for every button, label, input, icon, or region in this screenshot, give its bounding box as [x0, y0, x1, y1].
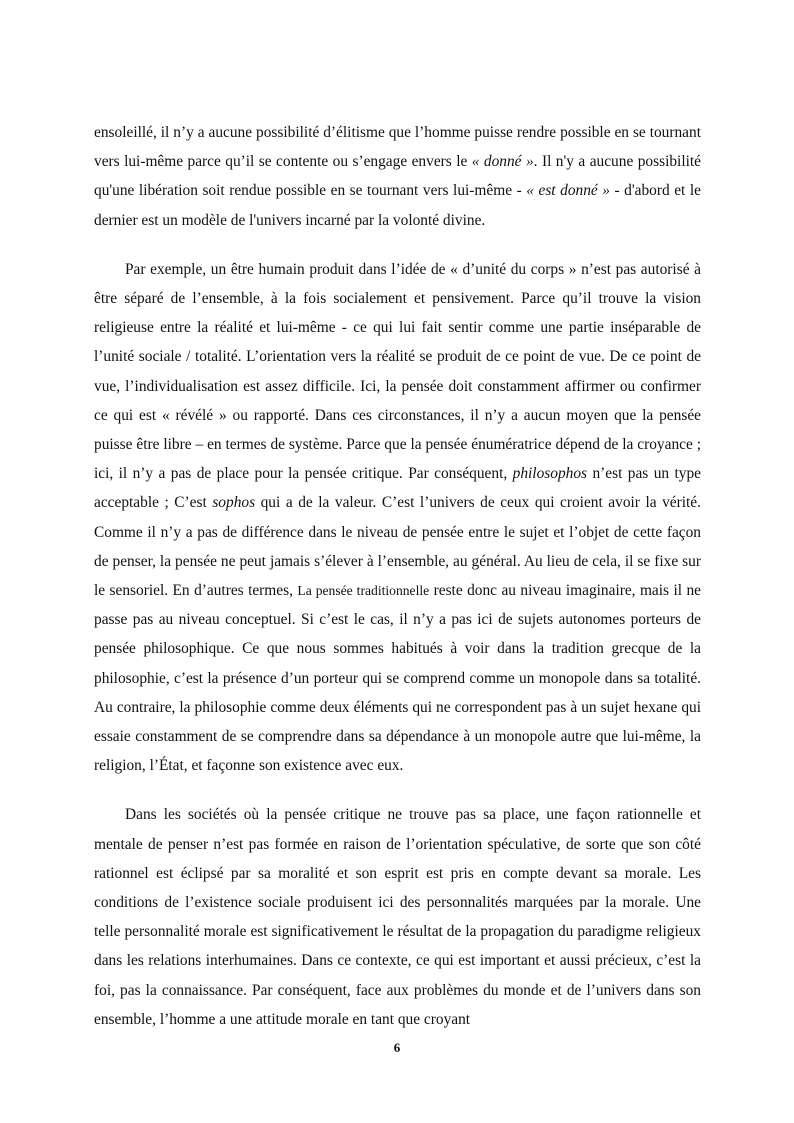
paragraph-2-text-c: qui a de la valeur. C’est l’univers de ceux qui croient avoir la vérité. Comme il n’y a pas de différence dans le niveau de pensée entre le sujet et l’objet de cette façon de penser, la pensée ne peut jamais s’élever à l’ensemble, au général. Au lieu de cela, il se fixe sur le sensoriel. En d’autres termes,	[94, 494, 701, 600]
term-philosophos: philosophos	[512, 465, 588, 483]
document-page	[94, 118, 701, 1034]
term-sophos: sophos	[212, 494, 256, 512]
quote-donne: « donné »	[471, 153, 534, 171]
paragraph-1-text-c: - d'abord et le dernier est un modèle de l'univers incarné par la volonté divine.	[94, 182, 701, 229]
paragraph-1-text-b: . Il n'y a aucune possibilité qu'une libération soit rendue possible en se tournant vers lui-même -	[94, 153, 701, 200]
paragraph-3-text: Dans les sociétés où la pensée critique ne trouve pas sa place, une façon rationnelle et mentale de penser n’est pas formée en raison de l’orientation spéculative, de sorte que son côté rationnel est éclipsé par sa moralité et son esprit est pris en compte devant sa morale. Les conditions de l’existence sociale produisent ici des personnalités marquées par la morale. Une telle personnalité morale est significativement le résultat de la propagation du paradigme religieux dans les relations interhumaines. Dans ce contexte, ce qui est important et aussi précieux, c’est la foi, pas la connaissance. Par conséquent, face aux problèmes du monde et de l’univers dans son ensemble, l’homme a une attitude morale en tant que croyant	[94, 806, 701, 1028]
page-number: 6	[393, 1040, 401, 1055]
term-pensee-traditionnelle: La pensée traditionnelle	[297, 583, 430, 599]
paragraph-1	[94, 118, 701, 235]
quote-est-donne: « est donné »	[526, 182, 610, 200]
paragraph-3	[94, 800, 701, 1034]
paragraph-1-text-a: ensoleillé, il n’y a aucune possibilité d’élitisme que l’homme puisse rendre possible en se tournant vers lui-même parce qu’il se contente ou s’engage envers le	[94, 124, 701, 171]
paragraph-2	[94, 255, 701, 781]
paragraph-2-text-b: n’est pas un type acceptable ; C’est	[94, 465, 701, 512]
paragraph-2-text-d: reste donc au niveau imaginaire, mais il ne passe pas au niveau conceptuel. Si c’est le cas, il n’y a pas ici de sujets autonomes porteurs de pensée philosophique. Ce que nous sommes habitués à voir dans la tradition grecque de la philosophie, c’est la présence d’un porteur qui se comprend comme un monopole dans sa totalité. Au contraire, la philosophie comme deux éléments qui ne correspondent pas à un sujet hexane qui essaie constamment de se comprendre dans sa dépendance à un monopole autre que lui-même, la religion, l’État, et façonne son existence avec eux.	[94, 582, 701, 775]
paragraph-2-text-a: Par exemple, un être humain produit dans l’idée de « d’unité du corps » n’est pas autorisé à être séparé de l’ensemble, à la fois socialement et pensivement. Parce qu’il trouve la vision religieuse entre la réalité et lui-même - ce qui lui fait sentir comme une partie inséparable de l’unité sociale / totalité. L’orientation vers la réalité se produit de ce point de vue. De ce point de vue, l’individualisation est assez difficile. Ici, la pensée doit constamment affirmer ou confirmer ce qui est « révélé » ou rapporté. Dans ces circonstances, il n’y a aucun moyen que la pensée puisse être libre – en termes de système. Parce que la pensée énumératrice dépend de la croyance ; ici, il n’y a pas de place pour la pensée critique. Par conséquent,	[94, 260, 701, 483]
